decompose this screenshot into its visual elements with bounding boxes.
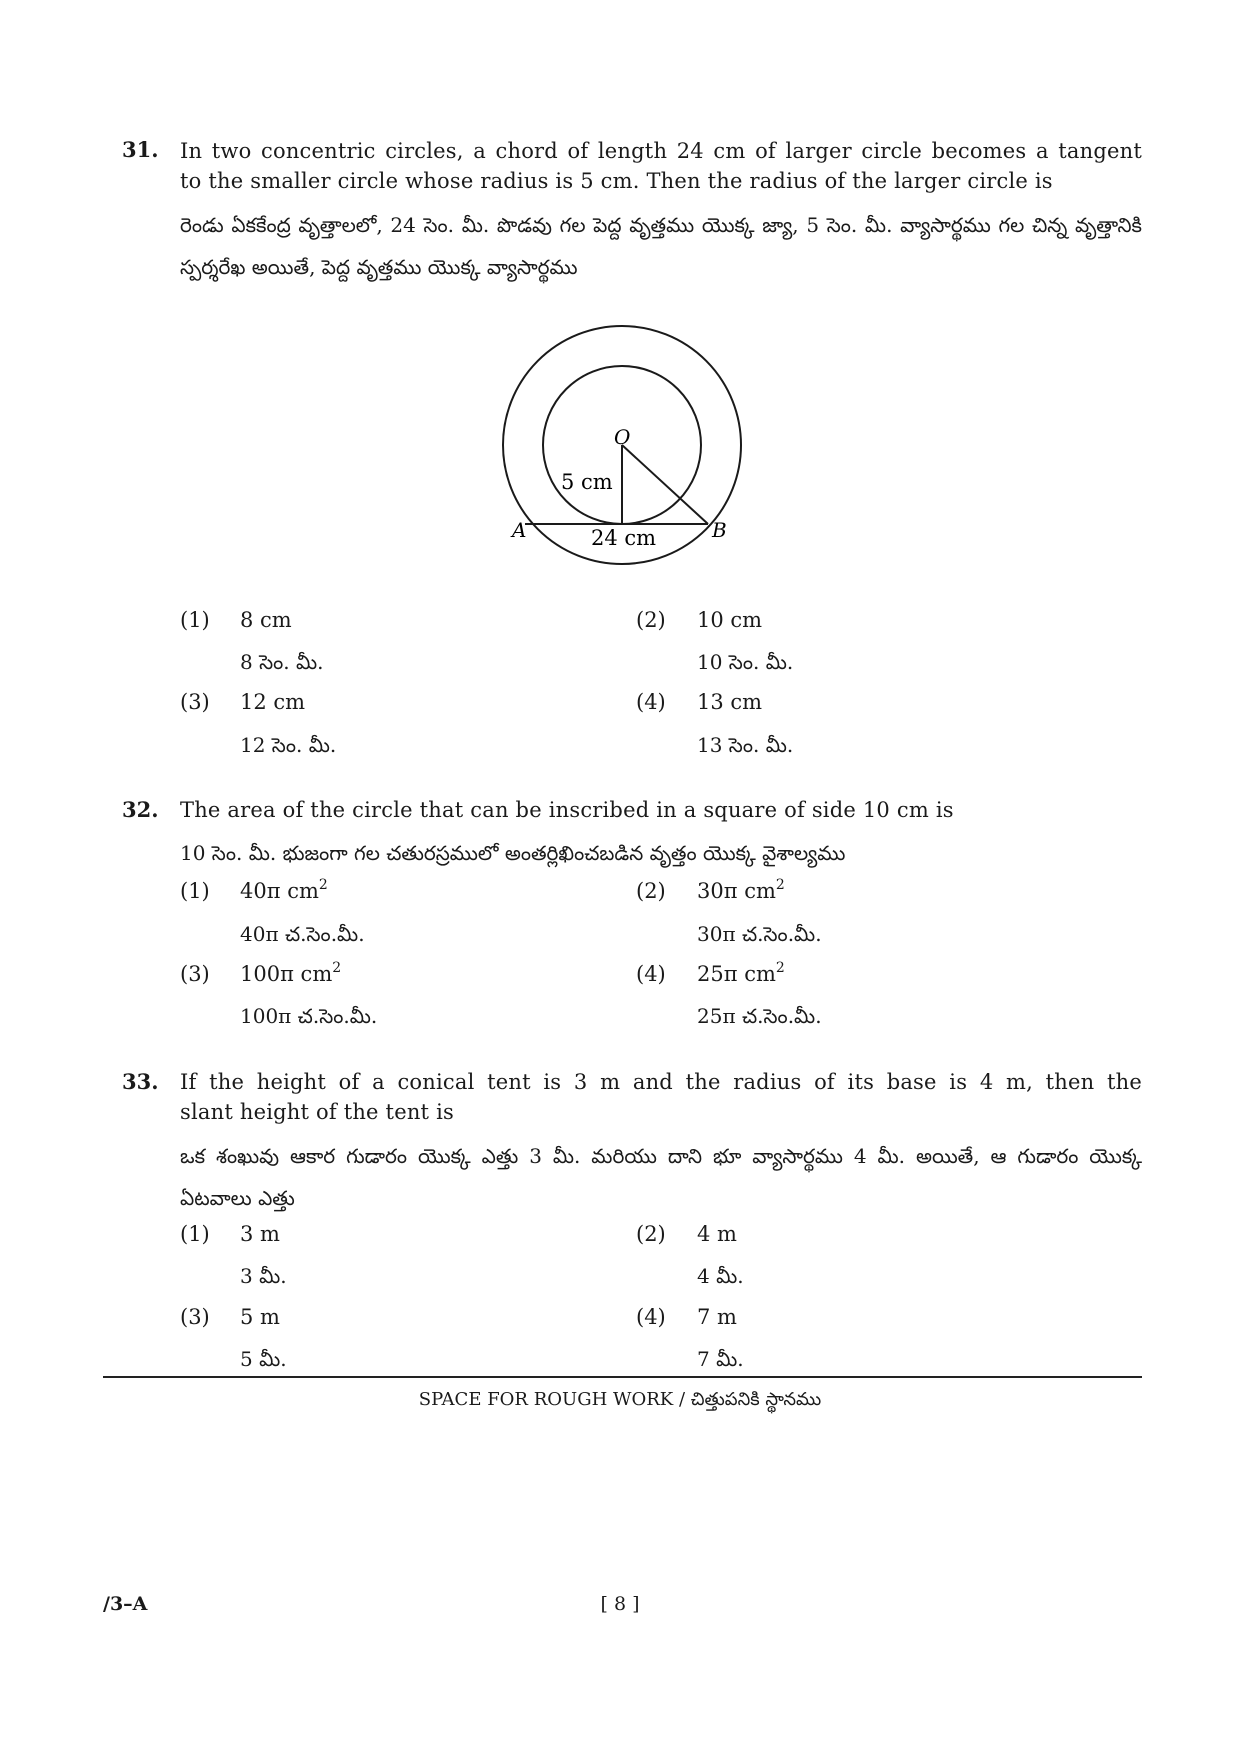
q31-option-4-english[interactable]: 13 cm <box>697 690 763 714</box>
q31-option-2-telugu[interactable]: 10 సెం. మీ. <box>697 650 794 674</box>
q32-option-2-english[interactable] <box>697 879 785 903</box>
q31-telugu-line-1: రెండు ఏకకేంద్ర వృత్తాలలో, 24 సెం. మీ. పొడవు గల పెద్ద వృత్తము యొక్క జ్యా, 5 సెం. మీ. వ్యాసార్థము గల చిన్న వృత్తానికి <box>180 213 1142 237</box>
q31-option-2-number[interactable]: (2) <box>636 608 666 632</box>
q32-option-4-telugu[interactable]: 25π చ.సెం.మీ. <box>697 1004 822 1028</box>
q32-option-1-value: 40π cm <box>240 879 319 903</box>
q32-option-1-english[interactable] <box>240 879 328 903</box>
q31-telugu-line-2: స్పర్శరేఖ అయితే, పెద్ద వృత్తము యొక్క వ్యాసార్థము <box>180 255 578 279</box>
label-24cm: 24 cm <box>591 526 657 550</box>
q31-option-4-telugu[interactable]: 13 సెం. మీ. <box>697 733 794 757</box>
q31-option-1-english[interactable]: 8 cm <box>240 608 292 632</box>
q31-option-4-number[interactable]: (4) <box>636 690 666 714</box>
label-o: O <box>614 425 631 449</box>
q33-option-4-english[interactable]: 7 m <box>697 1305 737 1329</box>
label-5cm: 5 cm <box>561 470 613 494</box>
concentric-circles-figure <box>490 325 750 570</box>
q33-option-4-number[interactable]: (4) <box>636 1305 666 1329</box>
q33-option-3-telugu[interactable]: 5 మీ. <box>240 1347 287 1371</box>
q31-option-3-english[interactable]: 12 cm <box>240 690 306 714</box>
q32-option-3-number[interactable]: (3) <box>180 962 210 986</box>
superscript: 2 <box>318 877 328 893</box>
q32-option-2-number[interactable]: (2) <box>636 879 666 903</box>
superscript: 2 <box>775 877 785 893</box>
label-b: B <box>712 518 727 542</box>
q32-option-3-english[interactable] <box>240 962 341 986</box>
q33-telugu-line-1: ఒక శంఖువు ఆకార గుడారం యొక్క ఎత్తు 3 మీ. మరియు దాని భూ వ్యాసార్థము 4 మీ. అయితే, ఆ గుడారం యొక్క <box>180 1144 1142 1168</box>
rough-work-divider <box>103 1376 1142 1378</box>
q32-option-3-telugu[interactable]: 100π చ.సెం.మీ. <box>240 1004 378 1028</box>
q33-english-line-1: If the height of a conical tent is 3 m and the radius of its base is 4 m, then the <box>180 1070 1142 1094</box>
q31-option-3-number[interactable]: (3) <box>180 690 210 714</box>
question-number-31: 31. <box>122 137 159 162</box>
q31-english-line-1: In two concentric circles, a chord of length 24 cm of larger circle becomes a tangent <box>180 139 1142 163</box>
page-number: [ 8 ] <box>600 1593 640 1615</box>
q32-option-2-value: 30π cm <box>697 879 776 903</box>
paper-code: /3–A <box>103 1593 148 1615</box>
q32-option-1-number[interactable]: (1) <box>180 879 210 903</box>
q32-option-3-value: 100π cm <box>240 962 333 986</box>
question-number-32: 32. <box>122 797 159 822</box>
q33-option-2-english[interactable]: 4 m <box>697 1222 737 1246</box>
q31-option-2-english[interactable]: 10 cm <box>697 608 763 632</box>
q33-english-line-2: slant height of the tent is <box>180 1100 454 1124</box>
superscript: 2 <box>775 960 785 976</box>
q31-option-1-telugu[interactable]: 8 సెం. మీ. <box>240 650 324 674</box>
superscript: 2 <box>332 960 342 976</box>
q33-option-2-telugu[interactable]: 4 మీ. <box>697 1264 744 1288</box>
q31-option-3-telugu[interactable]: 12 సెం. మీ. <box>240 733 337 757</box>
q33-option-1-english[interactable]: 3 m <box>240 1222 280 1246</box>
q33-telugu-line-2: ఏటవాలు ఎత్తు <box>180 1186 295 1210</box>
q33-option-4-telugu[interactable]: 7 మీ. <box>697 1347 744 1371</box>
label-a: A <box>512 518 527 542</box>
q33-option-1-telugu[interactable]: 3 మీ. <box>240 1264 287 1288</box>
q32-telugu-line-1: 10 సెం. మీ. భుజంగా గల చతురస్రములో అంతర్లిఖించబడిన వృత్తం యొక్క వైశాల్యము <box>180 841 846 865</box>
q32-option-2-telugu[interactable]: 30π చ.సెం.మీ. <box>697 922 822 946</box>
q33-option-3-number[interactable]: (3) <box>180 1305 210 1329</box>
q32-english-line-1: The area of the circle that can be inscribed in a square of side 10 cm is <box>180 798 954 822</box>
q33-option-1-number[interactable]: (1) <box>180 1222 210 1246</box>
q31-option-1-number[interactable]: (1) <box>180 608 210 632</box>
q33-option-2-number[interactable]: (2) <box>636 1222 666 1246</box>
q32-option-4-value: 25π cm <box>697 962 776 986</box>
rough-work-label: SPACE FOR ROUGH WORK / చిత్తుపనికి స్థానము <box>418 1389 822 1410</box>
q33-option-3-english[interactable]: 5 m <box>240 1305 280 1329</box>
q32-option-4-number[interactable]: (4) <box>636 962 666 986</box>
q32-option-1-telugu[interactable]: 40π చ.సెం.మీ. <box>240 922 365 946</box>
q32-option-4-english[interactable] <box>697 962 785 986</box>
q31-english-line-2: to the smaller circle whose radius is 5 cm. Then the radius of the larger circle is <box>180 169 1053 193</box>
question-number-33: 33. <box>122 1069 159 1094</box>
